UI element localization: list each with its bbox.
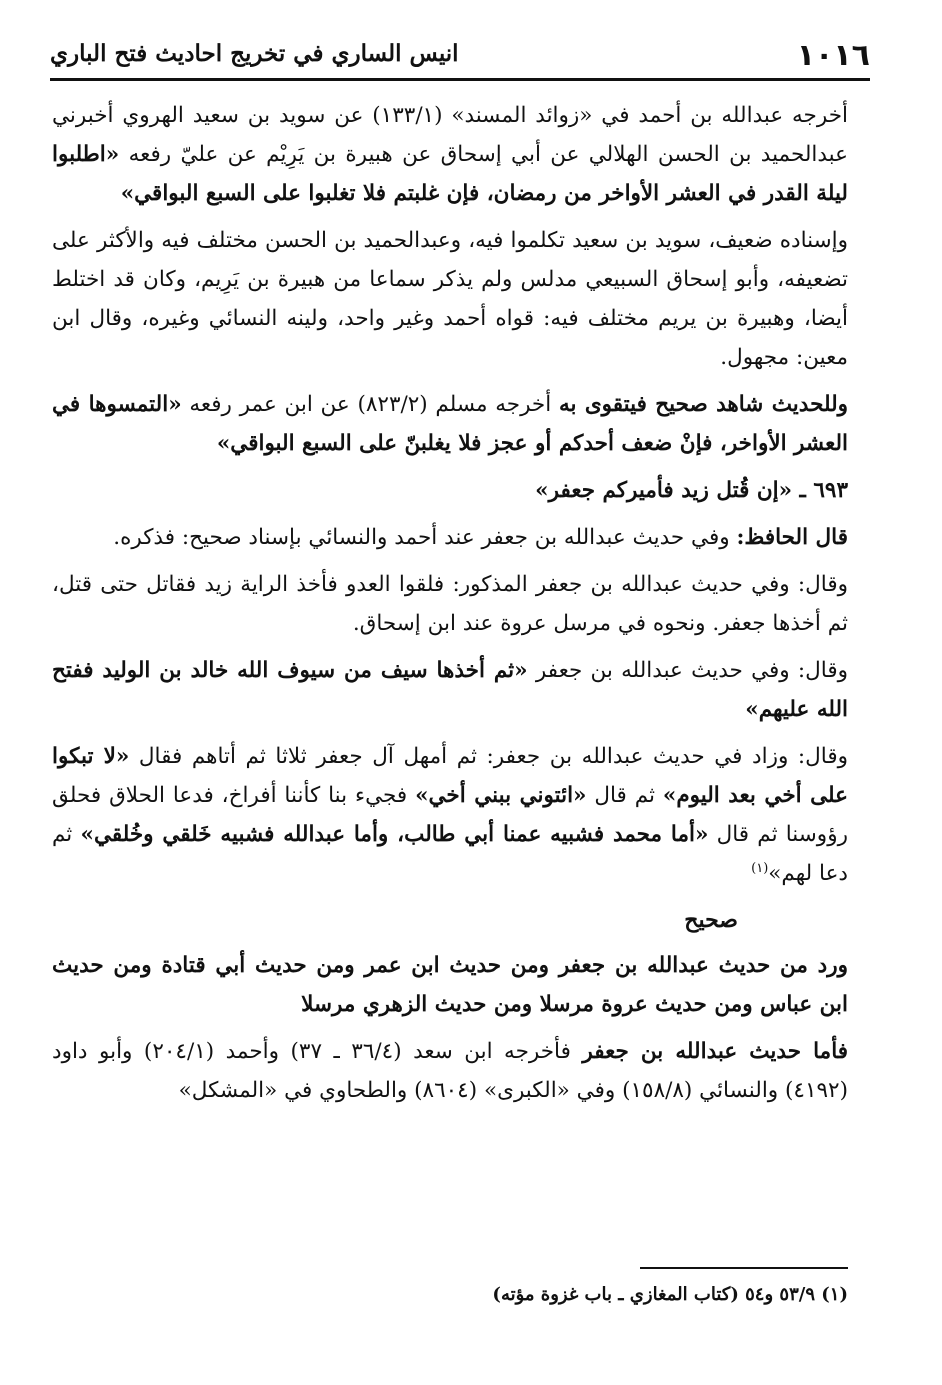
paragraph-qala-3 xyxy=(52,737,848,893)
hadith-quote: «اطلبوا ليلة القدر في العشر الأواخر من رمضان، فإن غلبتم فلا تغلبوا على السبع البواقي» xyxy=(52,142,848,206)
footnote-reference: (١) xyxy=(751,860,769,876)
bold-lead: فأما حديث عبدالله بن جعفر xyxy=(582,1039,849,1064)
paragraph-sources: ورد من حديث عبدالله بن جعفر ومن حديث ابن عمر ومن حديث أبي قتادة ومن حديث ابن عباس ومن حديث عروة مرسلا ومن حديث الزهري مرسلا xyxy=(52,953,848,1017)
paragraph-text: وقال: وفي حديث عبدالله بن جعفر المذكور: فلقوا العدو فأخذ الراية زيد فقاتل حتى قتل، ثم أخذها جعفر. ونحوه في مرسل عروة عند ابن إسحاق. xyxy=(52,572,848,636)
page-header xyxy=(50,36,870,78)
footnote-rule xyxy=(640,1267,848,1269)
hadith-heading: ٦٩٣ ـ «إن قُتل زيد فأميركم جعفر» xyxy=(535,478,848,503)
paragraph-text: ثم دعا لهم» xyxy=(52,822,848,886)
hadith-quote: «لا تبكوا على أخي بعد اليوم» xyxy=(52,744,848,808)
page-number: ١٠١٦ xyxy=(796,38,870,73)
footnote: (١) ٥٣/٩ و٥٤ (كتاب المغازي ـ باب غزوة مؤته) xyxy=(492,1284,848,1305)
paragraph-shahid xyxy=(52,385,848,463)
paragraph-qala-1 xyxy=(52,565,848,643)
hadith-quote: «ثم أخذها سيف من سيوف الله خالد بن الوليد ففتح الله عليهم» xyxy=(52,658,848,722)
paragraph-text: وفي حديث عبدالله بن جعفر عند أحمد والنسائي بإسناد صحيح: فذكره. xyxy=(113,525,730,550)
grade-heading: صحيح xyxy=(684,907,738,933)
paragraph-text: أخرجه عبدالله بن أحمد في «زوائد المسند» (١٣٣/١) عن سويد بن سعيد الهروي أخبرني عبدالحميد بن الحسن الهلالي عن أبي إسحاق عن هبيرة بن يَرِيْم عن عليّ رفعه xyxy=(52,103,848,167)
paragraph-qala-2 xyxy=(52,651,848,729)
paragraph-text: وإسناده ضعيف، سويد بن سعيد تكلموا فيه، وعبدالحميد بن الحسن مختلف فيه والأكثر على تضعيفه، وأبو إسحاق السبيعي مدلس ولم يذكر سماعا من هبيرة بن يَرِيم، وكان قد اختلط أيضا، وهبيرة بن يريم مختلف فيه: قواه أحمد وغير واحد، ولينه النسائي وغيره، وقال ابن معين: مجهول. xyxy=(52,228,848,370)
hadith-quote: «التمسوها في العشر الأواخر، فإنْ ضعف أحدكم أو عجز فلا يغلبنّ على السبع البواقي» xyxy=(52,392,848,456)
header-rule xyxy=(50,78,870,81)
hadith-quote: «أما محمد فشبيه عمنا أبي طالب، وأما عبدالله فشبيه خَلقي وخُلقي» xyxy=(80,822,709,847)
paragraph-text: فأخرجه ابن سعد (٣٦/٤ ـ ٣٧) وأحمد (٢٠٤/١) وأبو داود (٤١٩٢) والنسائي (١٥٨/٨) وفي «الكبرى» (٨٦٠٤) والطحاوي في «المشكل» xyxy=(52,1039,848,1103)
bold-lead: قال الحافظ: xyxy=(736,525,848,550)
paragraph-takhrij-abdullah-ahmad xyxy=(52,96,848,213)
paragraph-isnad-criticism xyxy=(52,221,848,377)
bold-lead: وللحديث شاهد صحيح فيتقوى به xyxy=(558,392,849,417)
paragraph-qala-al-hafiz xyxy=(52,518,848,557)
hadith-quote: «ائتوني ببني أخي» xyxy=(415,783,587,808)
paragraph-text: فجيء بنا كأننا أفراخ، فدعا الحلاق فحلق رؤوسنا ثم قال xyxy=(52,783,848,847)
paragraph-text: أخرجه مسلم (٨٢٣/٢) عن ابن عمر رفعه xyxy=(189,392,552,417)
paragraph-hadith-abdullah-jafar xyxy=(52,1032,848,1110)
main-text xyxy=(52,96,848,1118)
running-title: انيس الساري في تخريج احاديث فتح الباري xyxy=(50,40,459,67)
paragraph-text: ثم قال xyxy=(594,783,655,808)
paragraph-text: وقال: وزاد في حديث عبدالله بن جعفر: ثم أمهل آل جعفر ثلاثا ثم أتاهم فقال xyxy=(138,744,848,769)
paragraph-text: وقال: وفي حديث عبدالله بن جعفر xyxy=(535,658,848,683)
